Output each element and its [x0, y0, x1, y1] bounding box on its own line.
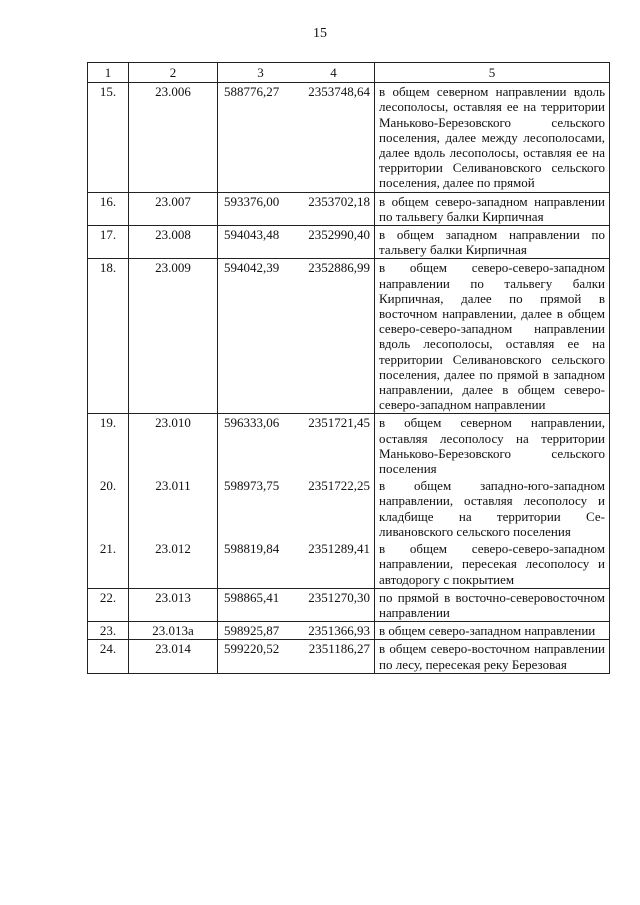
table-row [88, 540, 610, 588]
point-id: 23.014 [129, 640, 218, 673]
coord-y: 2351366,93 [308, 623, 370, 639]
coordinates [218, 83, 375, 192]
coord-x: 594042,39 [224, 260, 280, 276]
point-id: 23.013а [129, 622, 218, 640]
row-number: 18. [88, 259, 129, 414]
coord-y: 2352886,99 [308, 260, 370, 276]
coordinates [218, 477, 375, 540]
point-id: 23.010 [129, 414, 218, 477]
coordinates [218, 622, 375, 640]
coordinates [218, 540, 375, 588]
coord-y: 2351289,41 [308, 541, 370, 557]
coordinates [218, 259, 375, 414]
coord-y: 2351721,45 [308, 415, 370, 431]
row-number: 21. [88, 540, 129, 588]
row-number: 19. [88, 414, 129, 477]
coordinates [218, 588, 375, 621]
col-header-3: 3 [257, 65, 264, 80]
row-number: 20. [88, 477, 129, 540]
coord-x: 598865,41 [224, 589, 280, 605]
coord-x: 598925,87 [224, 623, 280, 639]
table-row [88, 622, 610, 640]
col-header-5: 5 [375, 63, 610, 83]
point-id: 23.008 [129, 226, 218, 259]
row-number: 17. [88, 226, 129, 259]
direction-description: в общем северо-восточном направлении по лесу, пересекая реку Березовая [375, 640, 610, 673]
table-row [88, 640, 610, 673]
col-header-4: 4 [330, 65, 337, 80]
point-id: 23.009 [129, 259, 218, 414]
coord-y: 2351270,30 [308, 589, 370, 605]
table-header-row [88, 63, 610, 83]
coord-y: 2351186,27 [308, 641, 370, 657]
row-number: 23. [88, 622, 129, 640]
coord-y: 2352990,40 [308, 227, 370, 243]
table-row [88, 414, 610, 477]
table-row [88, 226, 610, 259]
direction-description: в общем северо-западном направлении [375, 622, 610, 640]
coord-x: 598973,75 [224, 478, 280, 494]
coord-x: 588776,27 [224, 84, 280, 100]
direction-description: в общем западном направлении по тальвегу балки Кирпичная [375, 226, 610, 259]
coord-x: 599220,52 [224, 641, 280, 657]
direction-description: в общем северном направлении, оставляя лесополосу на территории Маньково-Березовского сельского поселения [375, 414, 610, 477]
coordinates [218, 192, 375, 225]
coord-x: 594043,48 [224, 227, 280, 243]
coord-y: 2353748,64 [308, 84, 370, 100]
coordinates [218, 226, 375, 259]
point-id: 23.007 [129, 192, 218, 225]
direction-description: в общем северо-северо-западном направлении по тальвегу балки Кирпичная, далее по прямой в восточном направлении, далее в общем северо-северо-западном направлении вдоль лесополосы, оставляя ее на территории Селивановского сельского поселения, далее по прямой в западном направлении, далее в общем северо-северо-западном направлении [375, 259, 610, 414]
coord-x: 593376,00 [224, 193, 280, 209]
coord-y: 2353702,18 [308, 193, 370, 209]
point-id: 23.011 [129, 477, 218, 540]
table-row [88, 192, 610, 225]
table-row [88, 259, 610, 414]
row-number: 16. [88, 192, 129, 225]
table-row [88, 83, 610, 192]
row-number: 24. [88, 640, 129, 673]
direction-description: в общем западно-юго-западном направлении, оставляя лесополосу и кладбище на территории Селивановского сельского поселения [375, 477, 610, 540]
point-id: 23.006 [129, 83, 218, 192]
coordinates [218, 414, 375, 477]
table-row [88, 477, 610, 540]
col-header-3-4 [218, 63, 375, 83]
col-header-2: 2 [129, 63, 218, 83]
direction-description: в общем северо-западном направлении по тальвегу балки Кирпичная [375, 192, 610, 225]
table-row [88, 588, 610, 621]
direction-description: в общем северном направлении вдоль лесополосы, оставляя ее на территории Маньково-Березовского сельского поселения, далее между лесополосами, далее вдоль лесополосы, оставляя ее на территории Селивановского сельского поселения, далее по прямой [375, 83, 610, 192]
coordinates [218, 640, 375, 673]
row-number: 22. [88, 588, 129, 621]
boundary-table [87, 62, 610, 674]
direction-description: по прямой в восточно-северовосточном направлении [375, 588, 610, 621]
col-header-1: 1 [88, 63, 129, 83]
coord-y: 2351722,25 [308, 478, 370, 494]
coord-x: 596333,06 [224, 415, 280, 431]
point-id: 23.012 [129, 540, 218, 588]
point-id: 23.013 [129, 588, 218, 621]
row-number: 15. [88, 83, 129, 192]
direction-description: в общем северо-северо-западном направлении, пересекая лесополосу и автодорогу с покрытием [375, 540, 610, 588]
page-number: 15 [313, 26, 327, 41]
coord-x: 598819,84 [224, 541, 280, 557]
